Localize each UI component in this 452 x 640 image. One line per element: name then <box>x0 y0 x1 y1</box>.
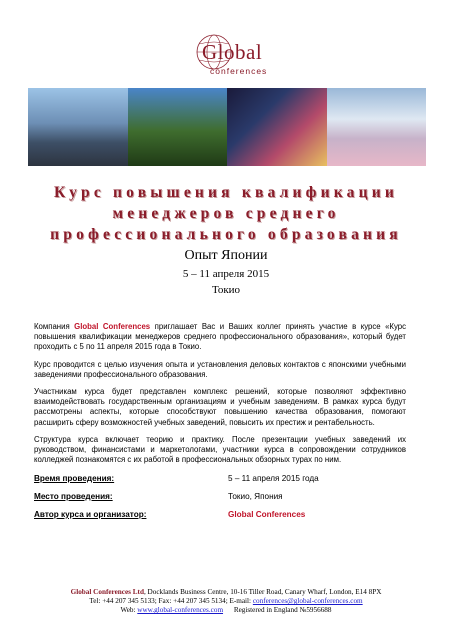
paragraph-content: Участникам курса будет представлен комплекс решений, которые позволяют эффективно взаимодействовать государственным организациям и учебным заведениям. В рамках курса будут рассмотрены аспекты, которые способствуют повышению качества образования, помогают расширить сферу возможностей учебных заведений, повысить их престиж и рентабельность. <box>34 387 406 427</box>
logo-subtitle: conferences <box>210 66 268 76</box>
place-label: Место проведения: <box>34 492 113 501</box>
footer-web-line: Web: www.global-conferences.com Registered in England №5956688 <box>120 606 332 615</box>
organizer-label: Автор курса и организатор: <box>34 510 147 519</box>
course-topic: Опыт Японии <box>184 248 268 263</box>
global-conferences-logo <box>188 30 284 86</box>
info-row-organizer <box>34 510 414 522</box>
info-row-time <box>34 474 414 486</box>
title-line-1: Курс повышения квалификации <box>54 184 398 201</box>
info-row-place <box>34 492 414 504</box>
banner-photo-night-street <box>227 88 327 166</box>
paragraph-structure: Структура курса включает теорию и практику. После презентации учебных заведений их руководством, финансистами и маркетологами, участники курса в сопровождении сотрудников колледжей познакомятся с их работой в профессиональных обзорных турах по ним. <box>34 434 406 465</box>
footer-email-link[interactable]: conferences@global-conferences.com <box>252 597 363 606</box>
banner-photo-pagoda <box>128 88 228 166</box>
place-value: Токио, Япония <box>228 492 283 501</box>
document-title <box>20 182 432 245</box>
course-dates: 5 – 11 апреля 2015 <box>182 268 270 280</box>
time-value: 5 – 11 апреля 2015 года <box>228 474 319 483</box>
footer-contacts-line: Tel: +44 207 345 5133; Fax: +44 207 345 5134; E-mail: conferences@global-conferences.com <box>89 597 363 606</box>
footer-address-line: Global Conferences Ltd, Docklands Business Centre, 10-16 Tiller Road, Canary Wharf, London, E14 8PX <box>70 588 382 596</box>
footer-registration: Registered in England №5956688 <box>233 606 332 615</box>
photo-banner <box>28 88 426 166</box>
company-name: Global Conferences <box>74 322 151 331</box>
paragraph-purpose: Курс проводится с целью изучения опыта и установления деловых контактов с японскими учебными заведениями профессионального образования. <box>34 359 406 379</box>
organizer-value: Global Conferences <box>228 510 306 519</box>
title-line-3: профессионального образования <box>50 226 402 243</box>
body-text <box>34 322 406 472</box>
paragraph-invitation: Компания Global Conferences приглашает Вас и Ваших коллег принять участие в курсе «Курс повышения квалификации менеджеров среднего профессионального образования», который будет проходить с 5 по 11 апреля 2015 года в Токио. <box>34 322 406 352</box>
title-line-2: менеджеров среднего <box>112 205 340 222</box>
footer-company: Global Conferences Ltd <box>70 588 144 596</box>
banner-photo-tokyo-skyline <box>28 88 128 166</box>
logo-word: Global <box>202 40 263 64</box>
time-label: Время проведения: <box>34 474 115 483</box>
course-city: Токио <box>211 284 241 296</box>
footer <box>0 588 452 616</box>
banner-photo-fuji-sakura <box>327 88 427 166</box>
footer-web-link[interactable]: www.global-conferences.com <box>137 606 224 615</box>
